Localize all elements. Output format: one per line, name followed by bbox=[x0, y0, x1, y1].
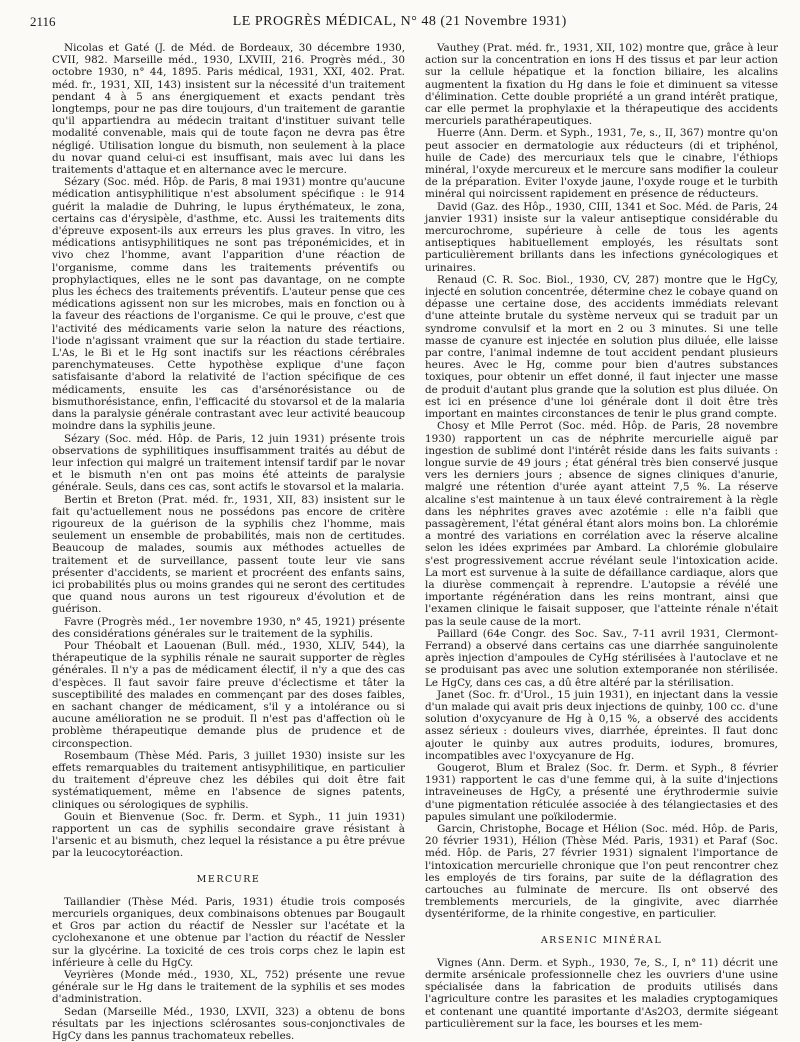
section-title-arsenic: ARSENIC MINÉRAL bbox=[540, 934, 663, 946]
left-column bbox=[52, 42, 405, 1042]
section-title-mercure: MERCURE bbox=[196, 873, 261, 885]
paragraph: Gougerot, Blum et Bralez (Soc. fr. Derm. et Syph., 8 février 1931) rapportent le cas d'une femme qui, à la suite d'injections intraveineuses de HgCy, a présenté une érythrodermie suivie d'une pigmentation réticulée associée à des télangiectasies et des papules simulant une poïkilodermie. bbox=[425, 761, 778, 823]
paragraph: David (Gaz. des Hôp., 1930, CIII, 1341 et Soc. Méd. de Paris, 24 janvier 1931) insiste sur la valeur antiseptique considérable du mercurochrome, supérieure à celle de tous les agents antiseptiques habituellement employés, les résultats sont particulièrement brillants dans les infections gynécologiques et urinaires. bbox=[425, 200, 778, 274]
paragraph: Pour Théobalt et Laouenan (Bull. méd., 1930, XLIV, 544), la thérapeutique de la syphilis rénale ne saurait supporter de règles générales. Il n'y a pas de médicament électif, il n'y a que des cas d'espèces. Il faut savoir faire preuve d'éclectisme et tâter la susceptibilité des malades en commençant par des doses faibles, en sachant changer de médicament, s'il y a intolérance ou si aucune amélioration ne se produit. Il n'est pas d'affection où le problème thérapeutique demande plus de prudence et de circonspection. bbox=[52, 639, 405, 750]
paragraph: Veyrières (Monde méd., 1930, XL, 752) présente une revue générale sur le Hg dans le traitement de la syphilis et ses modes d'administration. bbox=[52, 969, 405, 1006]
paragraph: Vauthey (Prat. méd. fr., 1931, XII, 102) montre que, grâce à leur action sur la concentration en ions H des tissus et par leur action sur la cellule hépatique et la fonction biliaire, les alcalins augmentent la fixation du Hg dans le foie et diminuent sa vitesse d'élimination. Cette double propriété a un grand intérêt pratique, car elle permet la prophylaxie et la thérapeutique des accidents mercuriels parathérapeutiques. bbox=[425, 42, 778, 128]
paragraph: Renaud (C. R. Soc. Biol., 1930, CV, 287) montre que le HgCy, injecté en solution concentrée, détermine chez le cobaye quand on dépasse une certaine dose, des accidents immédiats relevant d'une atteinte brutale du système nerveux qui se traduit par un syndrome convulsif et la mort en 2 ou 3 minutes. Si une telle masse de cyanure est injectée en solution plus diluée, elle laisse par contre, l'animal indemne de tout accident pendant plusieurs heures. Avec le Hg, comme pour bien d'autres substances toxiques, pour obtenir un effet donné, il faut injecter une masse de produit d'autant plus grande que la solution est plus diluée. On est ici en présence d'une loi générale dont il doit être très important en maintes circonstances de tenir le plus grand compte. bbox=[425, 273, 778, 421]
article-body bbox=[52, 42, 778, 1042]
paragraph: Nicolas et Gaté (J. de Méd. de Bordeaux, 30 décembre 1930, CVII, 982. Marseille méd., 1930, LXVIII, 216. Progrès méd., 30 octobre 1930, n° 44, 1895. Paris médical, 1931, XXI, 402. Prat. méd. fr., 1931, XII, 143) insistent sur la nécessité d'un traitement pendant 4 à 5 ans énergiquement et exacts pendant très longtemps, pour ne pas dire toujours, d'un traitement de garantie qu'il appartiendra au médecin traitant d'instituer suivant telle modalité convenable, mais qui de toute façon ne devra pas être négligé. Utilisation longue du bismuth, non seulement à la place du novar quand celui-ci est insuffisant, mais avec lui dans les traitements d'attaque et en alternance avec le mercure. bbox=[52, 42, 405, 177]
paragraph: Garcin, Christophe, Bocage et Hélion (Soc. méd. Hôp. de Paris, 20 février 1931), Hélion (Thèse Méd. Paris, 1931) et Paraf (Soc. méd. Hôp. de Paris, 27 février 1931) signalent l'importance de l'intoxication mercurielle chronique que l'on peut rencontrer chez les employés de tirs forains, par suite de la déflagration des cartouches au fulminate de mercure. Ils ont observé des tremblements mercuriels, de la gingivite, avec diarrhée dysentériforme, de la rhinite congestive, en particulier. bbox=[425, 823, 778, 921]
paragraph: Favre (Progrès méd., 1er novembre 1930, n° 45, 1921) présente des considérations générales sur le traitement de la syphilis. bbox=[52, 615, 405, 640]
paragraph: Huerre (Ann. Derm. et Syph., 1931, 7e, s., II, 367) montre qu'on peut associer en dermatologie aux réducteurs (di et triphénol, huile de Cade) des mercuriaux tels que le cinabre, l'éthiops minéral, l'oxyde mercureux et le mercure sans modifier la couleur de la préparation. Eviter l'oxyde jaune, l'oxyde rouge et le turbith minéral qui noircissent rapidement en présence de réducteurs. bbox=[425, 127, 778, 201]
paragraph: Sézary (Soc. méd. Hôp. de Paris, 8 mai 1931) montre qu'aucune médication antisyphilitique n'est absolument spécifique : le 914 guérit la maladie de Duhring, le lupus érythémateux, le zona, certains cas d'érysipèle, d'asthme, etc. Aussi les traitements dits d'épreuve exposent-ils aux erreurs les plus graves. In vitro, les médications antisyphilitiques ne sont pas tréponémicides, et in vivo chez l'homme, avant l'apparition d'une réaction de l'organisme, comme dans les traitements préventifs ou prophylactiques, elles ne le sont pas davantage, on ne compte plus les échecs des traitements préventifs. L'auteur pense que ces médications agissent non sur les microbes, mais en fonction ou à la faveur des réactions de l'organisme. Ce qui le prouve, c'est que l'activité des médicaments varie selon la nature des réactions, l'iode n'agissant vraiment que sur la réaction du stade tertiaire. L'As, le Bi et le Hg sont inactifs sur les réactions cérébrales parenchymateuses. Cette hypothèse explique d'une façon satisfaisante d'abord la relativité de l'action spécifique de ces médicaments, ensuite les cas d'arsénorésistance ou de bismuthorésistance, enfin, l'efficacité du stovarsol et de la malaria dans la paralysie générale contrastant avec leur activité beaucoup moindre dans la syphilis jeune. bbox=[52, 176, 405, 433]
paragraph: Rosembaum (Thèse Méd. Paris, 3 juillet 1930) insiste sur les effets remarquables du traitement antisyphilitique, en particulier du traitement d'épreuve chez les débiles qui doit être fait systématiquement, même en l'absence de signes patents, cliniques ou sérologiques de syphilis. bbox=[52, 749, 405, 811]
paragraph: Janet (Soc. fr. d'Urol., 15 juin 1931), en injectant dans la vessie d'un malade qui avait pris deux injections de quinby, 100 cc. d'une solution d'oxycyanure de Hg à 0,15 %, a observé des accidents assez sérieux : douleurs vives, diarrhée, épreintes. Il faut donc ajouter le quinby aux autres produits, iodures, bromures, incompatibles avec l'oxycyanure de Hg. bbox=[425, 688, 778, 762]
paragraph: Chosy et Mlle Perrot (Soc. méd. Hôp. de Paris, 28 novembre 1930) rapportent un cas de néphrite mercurielle aiguë par ingestion de sublimé dont l'intérêt réside dans les faits suivants : longue survie de 49 jours ; état général très bien conservé jusque vers les derniers jours ; absence de signes cliniques d'anurie, malgré une rétention d'urée ayant atteint 7,5 %. La réserve alcaline s'est maintenue à un taux élevé contrairement à la règle dans les néphrites graves avec azotémie : elle n'a faibli que passagèrement, l'état général étant alors moins bon. La chlorémie a montré des variations en corrélation avec la réserve alcaline selon les idées exprimées par Ambard. La chlorémie globulaire s'est progressivement accrue révélant seule l'intoxication acide. La mort est survenue à la suite de défaillance cardiaque, alors que la diurèse commençait à reprendre. L'autopsie a révélé une importante régénération dans les reins montrant, ainsi que l'examen clinique le faisait supposer, que l'atteinte rénale n'était pas la seule cause de la mort. bbox=[425, 420, 778, 628]
paragraph: Sedan (Marseille Méd., 1930, LXVII, 323) a obtenu de bons résultats par les injections sclérosantes sous-conjonctivales de HgCy dans les pannus trachomateux rebelles. bbox=[52, 1005, 405, 1042]
paragraph: Paillard (64e Congr. des Soc. Sav., 7-11 avril 1931, Clermont-Ferrand) a observé dans certains cas une diarrhée sanguinolente après injection d'ampoules de CyHg stérilisées à l'autoclave et ne se produisant pas avec une solution extemporanée non stérilisée. Le HgCy, dans ces cas, a dû être altéré par la stérilisation. bbox=[425, 627, 778, 689]
page-number: 2116 bbox=[30, 14, 56, 29]
journal-title: LE PROGRÈS MÉDICAL, N° 48 (21 Novembre 1931) bbox=[232, 14, 567, 29]
paragraph: Gouin et Bienvenue (Soc. fr. Derm. et Syph., 11 juin 1931) rapportent un cas de syphilis secondaire grave résistant à l'arsenic et au bismuth, chez lequel la résistance a pu être prévue par la leucocytoréaction. bbox=[52, 810, 405, 860]
paragraph: Taillandier (Thèse Méd. Paris, 1931) étudie trois composés mercuriels organiques, deux combinaisons obtenues par Bougault et Gros par action du réactif de Nessler sur l'acétate et la cyclohexanone et une obtenue par l'action du réactif de Nessler sur la glycérine. La toxicité de ces trois corps chez le lapin est inférieure à celle du HgCy. bbox=[52, 895, 405, 969]
paragraph: Vignes (Ann. Derm. et Syph., 1930, 7e, S., I, n° 11) décrit une dermite arsénicale professionnelle chez les ouvriers d'une usine spécialisée dans la fabrication de produits utilisés dans l'agriculture contre les parasites et les maladies cryptogamiques et contenant une quantité importante d'As2O3, dermite siégeant particulièrement sur la face, les bourses et les mem- bbox=[425, 956, 778, 1030]
page-header bbox=[30, 10, 770, 34]
paragraph: Sézary (Soc. méd. Hôp. de Paris, 12 juin 1931) présente trois observations de syphilitiques insuffisamment traités au début de leur infection qui malgré un traitement intensif tardif par le novar et le bismuth n'en ont pas moins été atteints de paralysie générale. Seuls, dans ces cas, sont actifs le stovarsol et la malaria. bbox=[52, 432, 405, 494]
paragraph: Bertin et Breton (Prat. méd. fr., 1931, XII, 83) insistent sur le fait qu'actuellement nous ne possédons pas encore de critère rigoureux de la guérison de la syphilis chez l'homme, mais seulement un ensemble de probabilités, mais non de certitudes. Beaucoup de malades, soumis aux méthodes actuelles de traitement et de surveillance, passent toute leur vie sans présenter d'accidents, se marient et procréent des enfants sains, ici probabilités plus ou moins grandes qui ne seront des certitudes que quand nous aurons un test rigoureux d'évolution et de guérison. bbox=[52, 493, 405, 616]
right-column bbox=[425, 42, 778, 1030]
